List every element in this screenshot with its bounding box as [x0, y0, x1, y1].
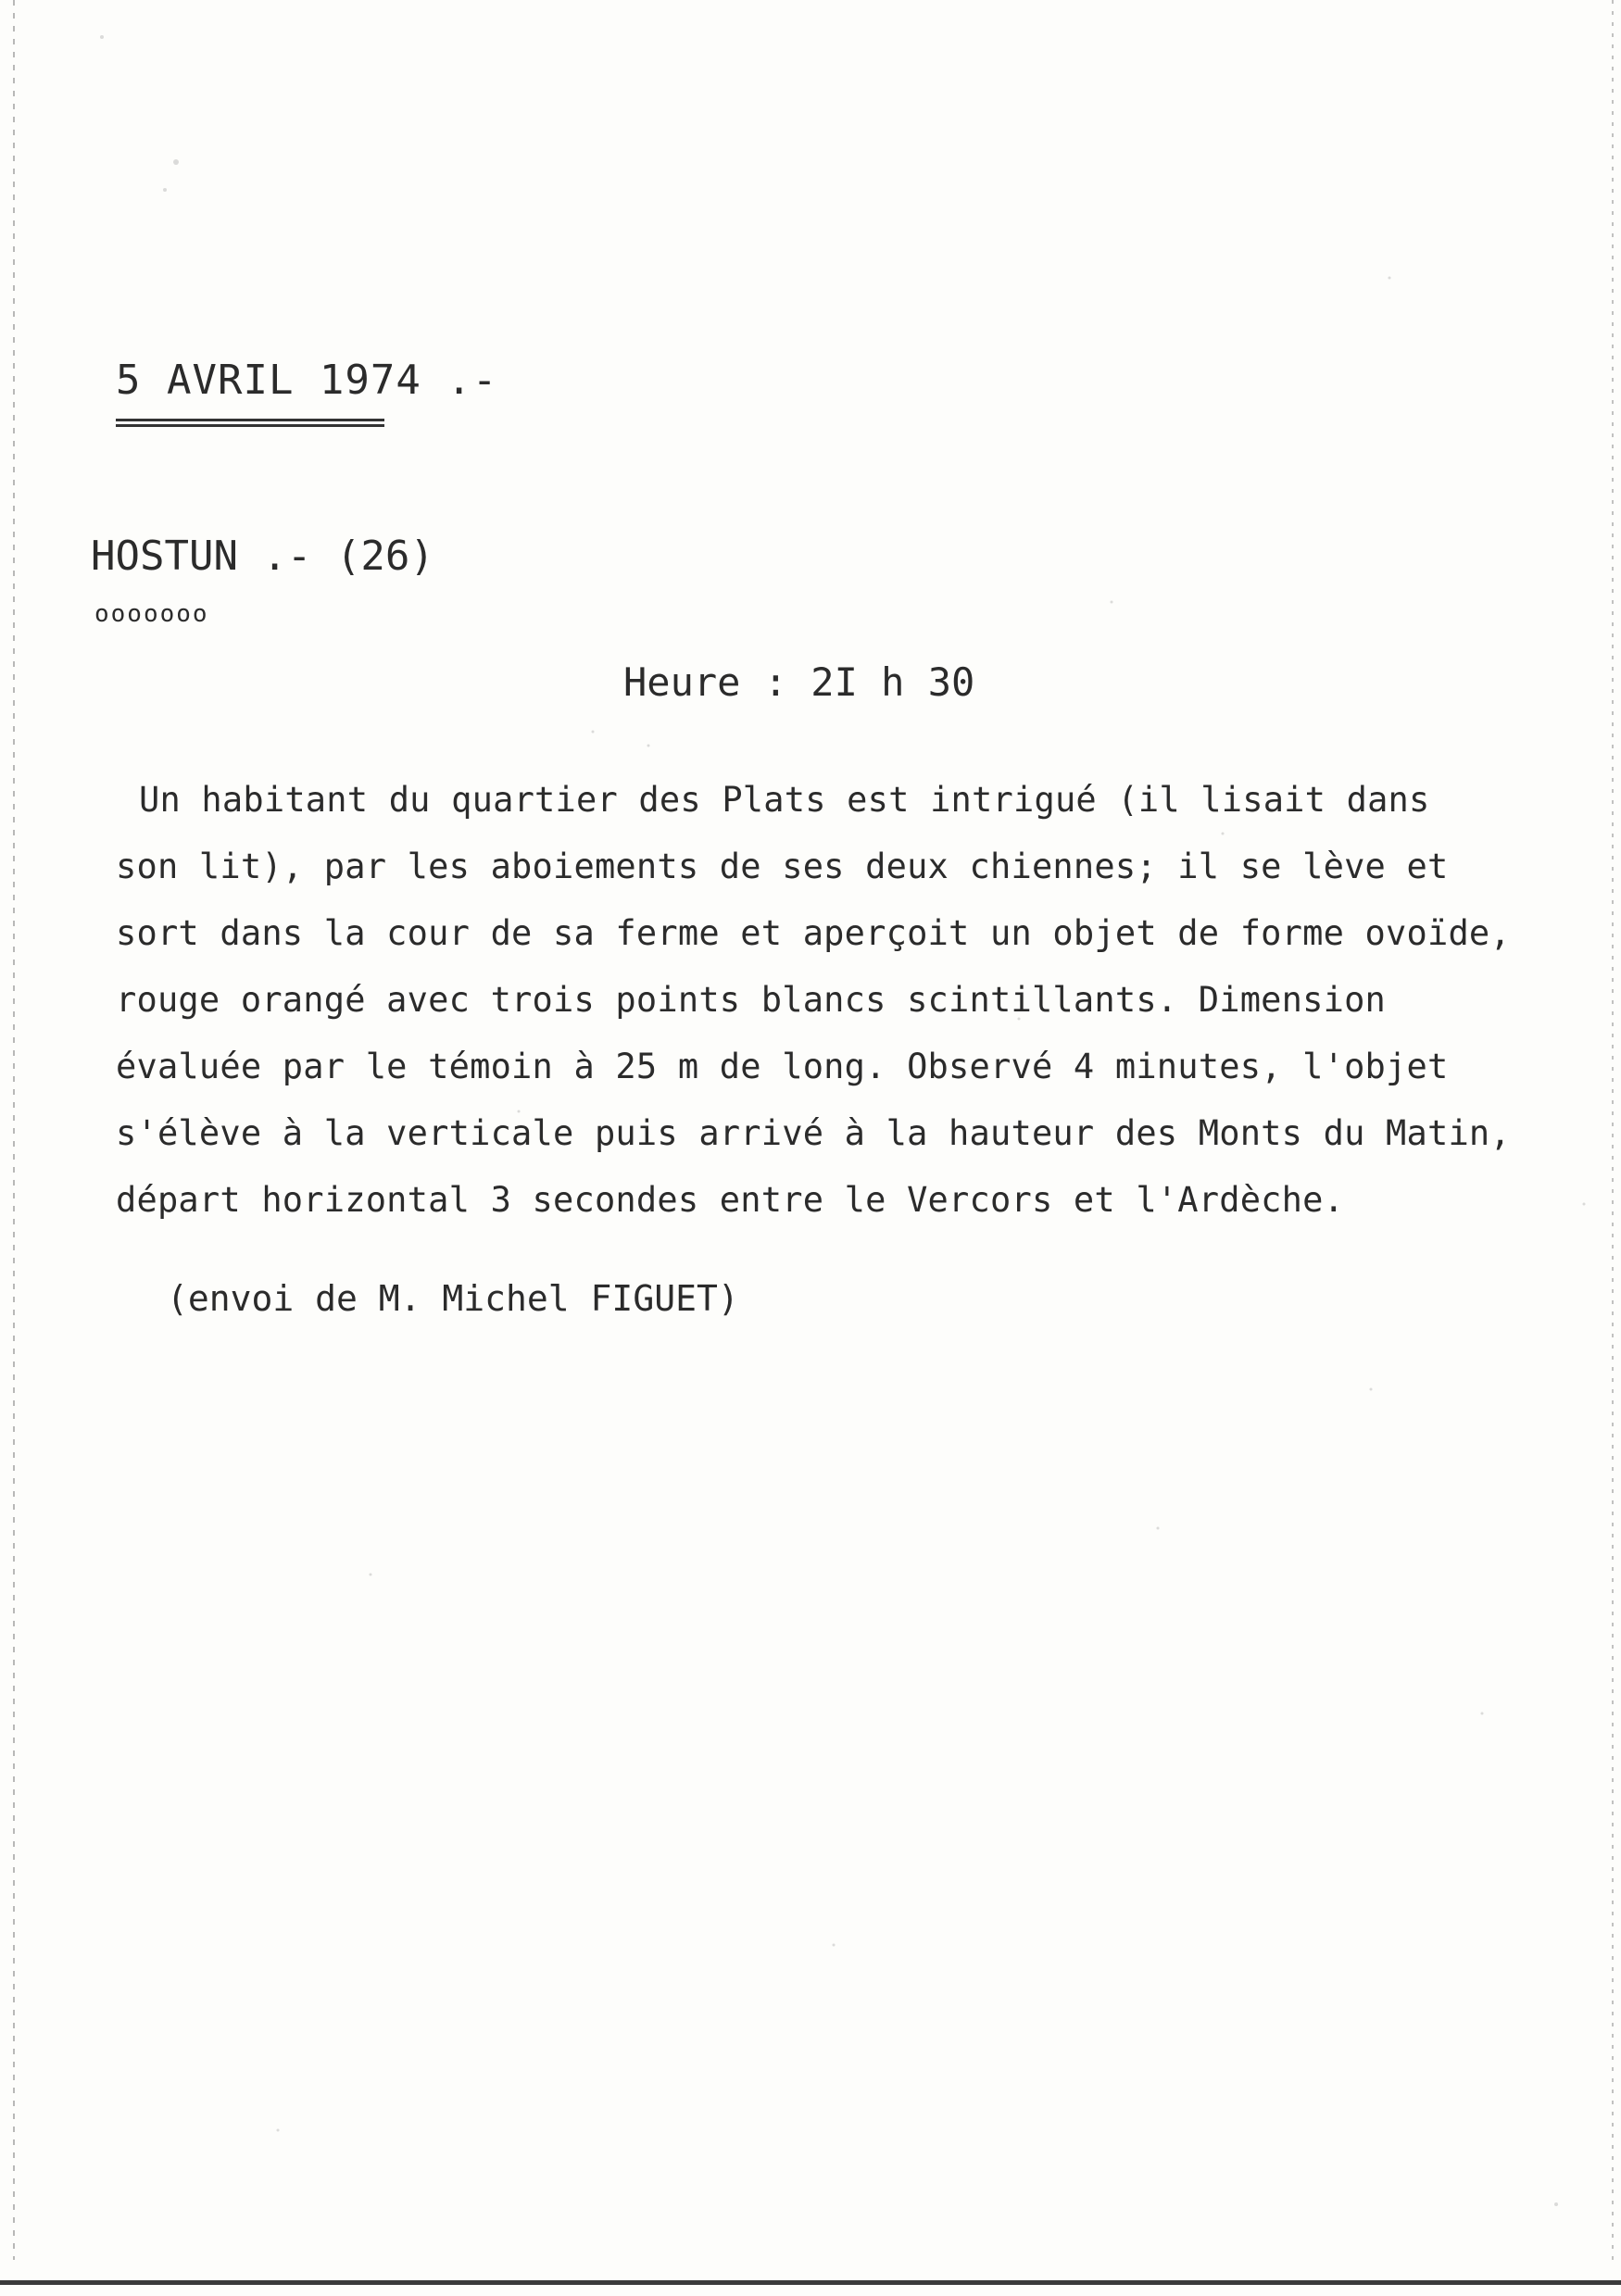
body-line: son lit), par les aboiements de ses deux chiennes; il se lève et: [116, 847, 1449, 886]
report-sender: (envoi de M. Michel FIGUET): [167, 1278, 739, 1319]
body-line: s'élève à la verticale puis arrivé à la hauteur des Monts du Matin,: [116, 1113, 1511, 1153]
body-line: Un habitant du quartier des Plats est intrigué (il lisait dans: [139, 780, 1430, 820]
body-line: rouge orangé avec trois points blancs scintillants. Dimension: [116, 980, 1387, 1020]
body-line: sort dans la cour de sa ferme et aperçoit un objet de forme ovoïde,: [116, 913, 1511, 953]
report-place: HOSTUN .- (26): [91, 533, 434, 580]
scan-left-edge: [13, 0, 15, 2260]
scan-right-edge: [1612, 0, 1614, 2260]
body-line: évaluée par le témoin à 25 m de long. Observé 4 minutes, l'objet: [116, 1047, 1449, 1086]
report-time: Heure : 2I h 30: [623, 659, 975, 705]
date-underline: [116, 419, 384, 427]
body-line: départ horizontal 3 secondes entre le Vercors et l'Ardèche.: [116, 1180, 1345, 1220]
report-date: 5 AVRIL 1974 .-: [116, 357, 498, 404]
scan-bottom-edge: [0, 2280, 1621, 2285]
place-underline-marker: ooooooo: [94, 600, 209, 628]
report-body: [116, 767, 1598, 1234]
